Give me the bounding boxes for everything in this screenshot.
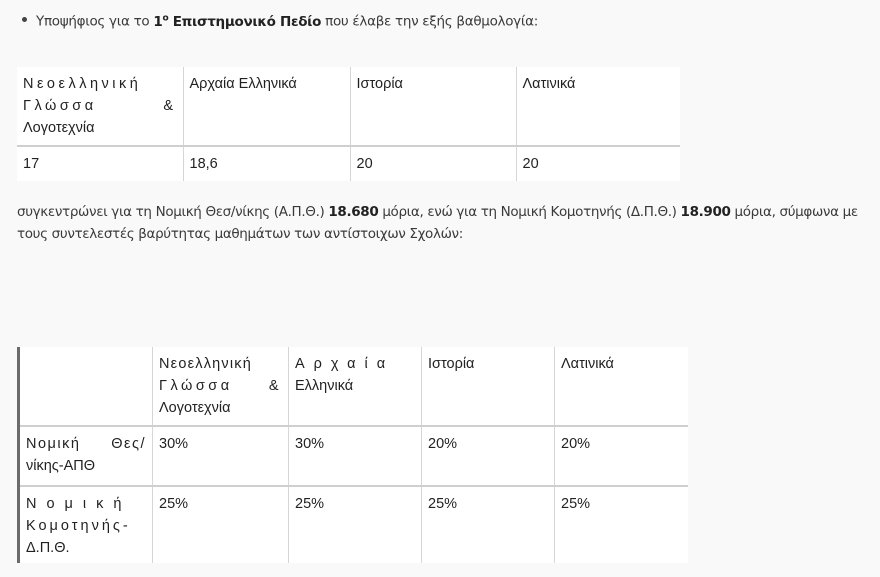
table-row (19, 486, 688, 563)
header-modern-greek: Νεοελληνική Γλώσσα & Λογοτεχνία (17, 67, 183, 146)
weight-value: 25% (555, 486, 688, 563)
row-label-apth: Νομική Θες/ νίκης-ΑΠΘ (19, 426, 153, 486)
grade-ancient-greek: 18,6 (183, 146, 350, 181)
header-latin: Λατινικά (555, 347, 688, 426)
intro-suffix: που έλαβε την εξής βαθμολογία: (321, 13, 538, 30)
header-ancient-greek: Αρχαία Ελληνικά (183, 67, 350, 146)
header-modern-greek: Νεοελληνική Γλώσσα & Λογοτεχνία (153, 347, 289, 426)
intro-bullet (22, 13, 538, 30)
row-label-dpth: Νομική Κομοτηνής- Δ.Π.Θ. (19, 486, 153, 563)
header-ancient-greek: Αρχαία Ελληνικά (289, 347, 422, 426)
grades-header-row (17, 67, 680, 146)
header-history: Ιστορία (350, 67, 516, 146)
weight-value: 30% (153, 426, 289, 486)
points-dpth: 18.900 (680, 204, 731, 220)
weight-value: 20% (555, 426, 688, 486)
field-label: $1^o$ Επιστημονικό Πεδίο (153, 13, 322, 30)
header-history: Ιστορία (422, 347, 555, 426)
intro-prefix: Υποψήφιος για το (36, 13, 154, 30)
weights-header-row (19, 347, 688, 426)
points-apth: 18.680 (328, 204, 379, 220)
weight-value: 25% (289, 486, 422, 563)
bullet-icon (22, 17, 27, 22)
header-empty (19, 347, 153, 426)
grade-modern-greek: 17 (23, 156, 40, 172)
header-latin: Λατινικά (516, 67, 680, 146)
weight-value: 30% (289, 426, 422, 486)
weight-value: 25% (422, 486, 555, 563)
grade-history: 20 (350, 146, 516, 181)
table-row (19, 426, 688, 486)
grades-table (17, 67, 680, 181)
grade-latin: 20 (516, 146, 680, 181)
weight-value: 20% (422, 426, 555, 486)
summary-paragraph: συγκεντρώνει για τη Νομική Θεσ/νίκης (Α.Π.Θ.) 18.680 μόρια, ενώ για τη Νομική Κομοτηνής (Δ.Π.Θ.) 18.900 μόρια, σύμφωνα με τους συντελεστές βαρύτητας μαθημάτων των αντίστοιχων Σχολών: (17, 204, 858, 242)
weight-value: 25% (153, 486, 289, 563)
weights-table (17, 347, 688, 563)
grades-values-row (17, 146, 680, 181)
